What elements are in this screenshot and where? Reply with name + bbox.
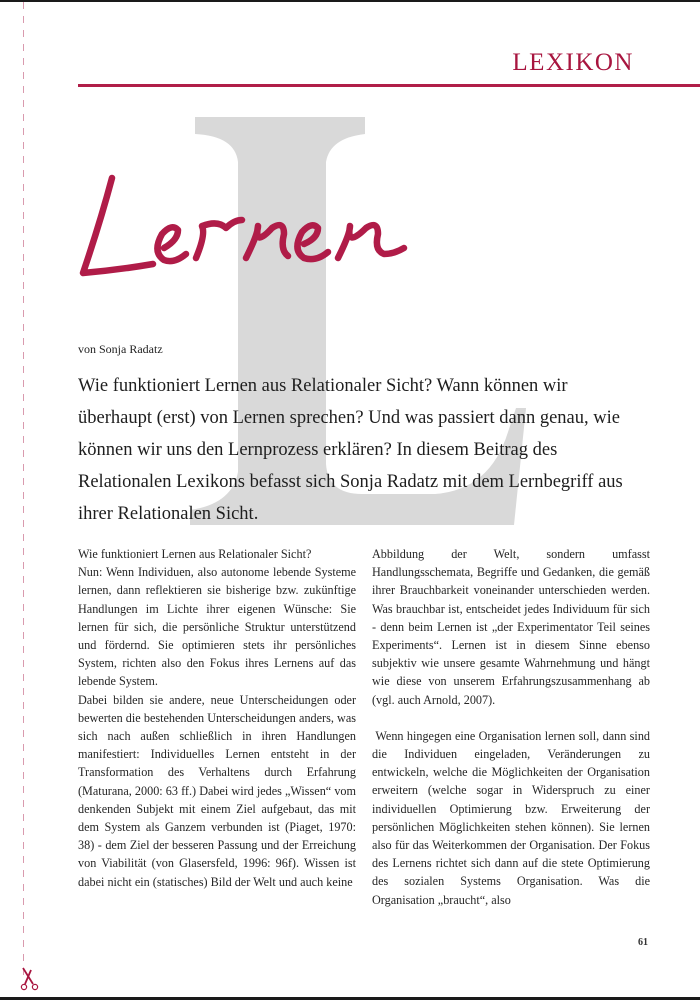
scissors-icon xyxy=(19,966,41,992)
lead-paragraph xyxy=(78,370,638,530)
section-label: LEXIKON xyxy=(512,49,634,76)
paragraph: Nun: Wenn Individuen, also autonome lebende Systeme lernen, dann reflektieren sie bisherige bzw. zukünftige Handlungen im Lichte ihrer eigenen Wünsche: Sie lernen für sich, die persönliche Struktur unterstützend und fördernd. Sie optimieren stets ihr persönliches System, richten also den Fokus ihres Lernens auf das lebende System. xyxy=(78,565,356,689)
header-rule xyxy=(78,84,700,87)
paragraph: Wie funktioniert Lernen aus Relationaler Sicht? xyxy=(78,547,312,561)
article-title-script xyxy=(78,168,438,288)
cut-guide-dashed-line xyxy=(23,2,24,982)
paragraph: Abbildung der Welt, sondern umfasst Handlungsschemata, Begriffe und Gedanken, die gemäß ihrer Brauchbarkeit voneinander unterschieden werden. Was brauchbar ist, entscheidet jedes Individuum für sich - denn beim Lernen ist „der Experimentator Teil seines Experiments“. Lernen ist in diesem Sinne ebenso subjektiv wie unsere gesamte Wahrnehmung und hängt wie diese von unserem Erfahrungszusammenhang ab (vgl. auch Arnold, 2007). xyxy=(372,547,650,707)
paragraph: Dabei bilden sie andere, neue Unterscheidungen oder bewerten die bestehenden Unterscheidungen anders, was sich nach außen schließlich in ihren Handlungen manifestiert: Individuelles Lernen entsteht in der Transformation des Verhaltens durch Erfahrung (Maturana, 2000: 63 ff.) Dabei wird jedes „Wissen“ vom denkenden Subjekt mit einem Ziel aufgebaut, das mit dem System als Ganzem verbunden ist (Piaget, 1970: 38) - dem Ziel der besseren Passung und der Erreichung von Viabilität (von Glasersfeld, 1996: 96f). Wissen ist dabei nicht ein (statisches) Bild der Welt und auch keine xyxy=(78,692,356,889)
body-column-left xyxy=(78,545,356,891)
body-column-right xyxy=(372,545,654,909)
top-border xyxy=(0,0,700,2)
paragraph-gap xyxy=(372,709,650,727)
byline: von Sonja Radatz xyxy=(78,342,163,356)
page-number: 61 xyxy=(638,937,648,948)
lead-text: Wie funktioniert Lernen aus Relationaler Sicht? Wann können wir überhaupt (erst) von Lernen sprechen? Und was passiert dann genau, wie können wir uns den Lernprozess erklären? In diesem Beitrag des Relationalen Lexikons befasst sich Sonja Radatz mit dem Lernbegriff aus ihrer Relationalen Sicht. xyxy=(78,376,623,524)
paragraph: Wenn hingegen eine Organisation lernen soll, dann sind die Individuen eingeladen, Veränderungen zu entwickeln, welche die Möglichkeiten der Organisation erweitern (welche sogar in Widerspruch zu einer individuellen Optimierung bzw. Erweiterung der persönlichen Möglichkeiten stehen können). Sie lernen also für das Weiterkommen der Organisation. Der Fokus des Lernens richtet sich dann auf die stete Optimierung des sozialen Systems Organisation. Was die Organisation „braucht“, also xyxy=(372,728,654,907)
